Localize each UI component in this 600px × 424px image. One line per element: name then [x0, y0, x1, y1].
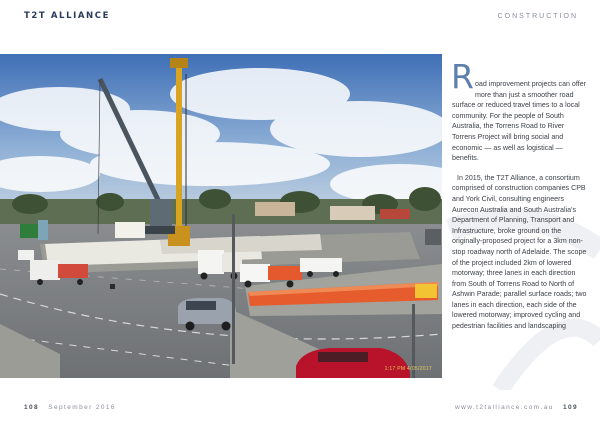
- construction-site-photo: [0, 54, 442, 378]
- page-number-right: 109: [562, 404, 578, 411]
- lead-paragraph: [451, 57, 588, 164]
- drop-cap: R: [451, 57, 474, 96]
- page-number-left: 108: [24, 404, 40, 411]
- lead-text: oad improvement projects can offer more than just a smoother road surface or reduced travel times to a local community. For the people of South Australia, the Torrens Road to River Torrens Project will bring social and economic — as well as logistical — benefits.: [452, 80, 586, 163]
- website-url[interactable]: www.t2talliance.com.au: [455, 404, 554, 411]
- footer-left: [24, 404, 116, 411]
- photo-timestamp: 1:17 PM 4/05/2017: [384, 366, 432, 372]
- body-paragraph: In 2015, the T2T Alliance, a consortium comprised of construction companies CPB and York Civil, consulting engineers Aurecon Australia and South Australia's Department of Planning, Transport and Infrastructure, broke ground on the originally-proposed project for a 3km non-stop roadway north of Adelaide. The scope of the project included 2km of lowered motorway; three lanes in each direction from South of Torrens Road to North of Ashwin Parade; parallel surface roads; two lanes in each direction, each side of the lowered motorway; improved cycling and pedestrian facilities and landscaping: [452, 173, 587, 331]
- footer-right: [455, 404, 578, 411]
- section-label: CONSTRUCTION: [497, 13, 578, 20]
- issue-date: September 2016: [48, 404, 116, 411]
- article-body: [451, 57, 588, 332]
- publication-brand: T2T ALLIANCE: [24, 11, 110, 21]
